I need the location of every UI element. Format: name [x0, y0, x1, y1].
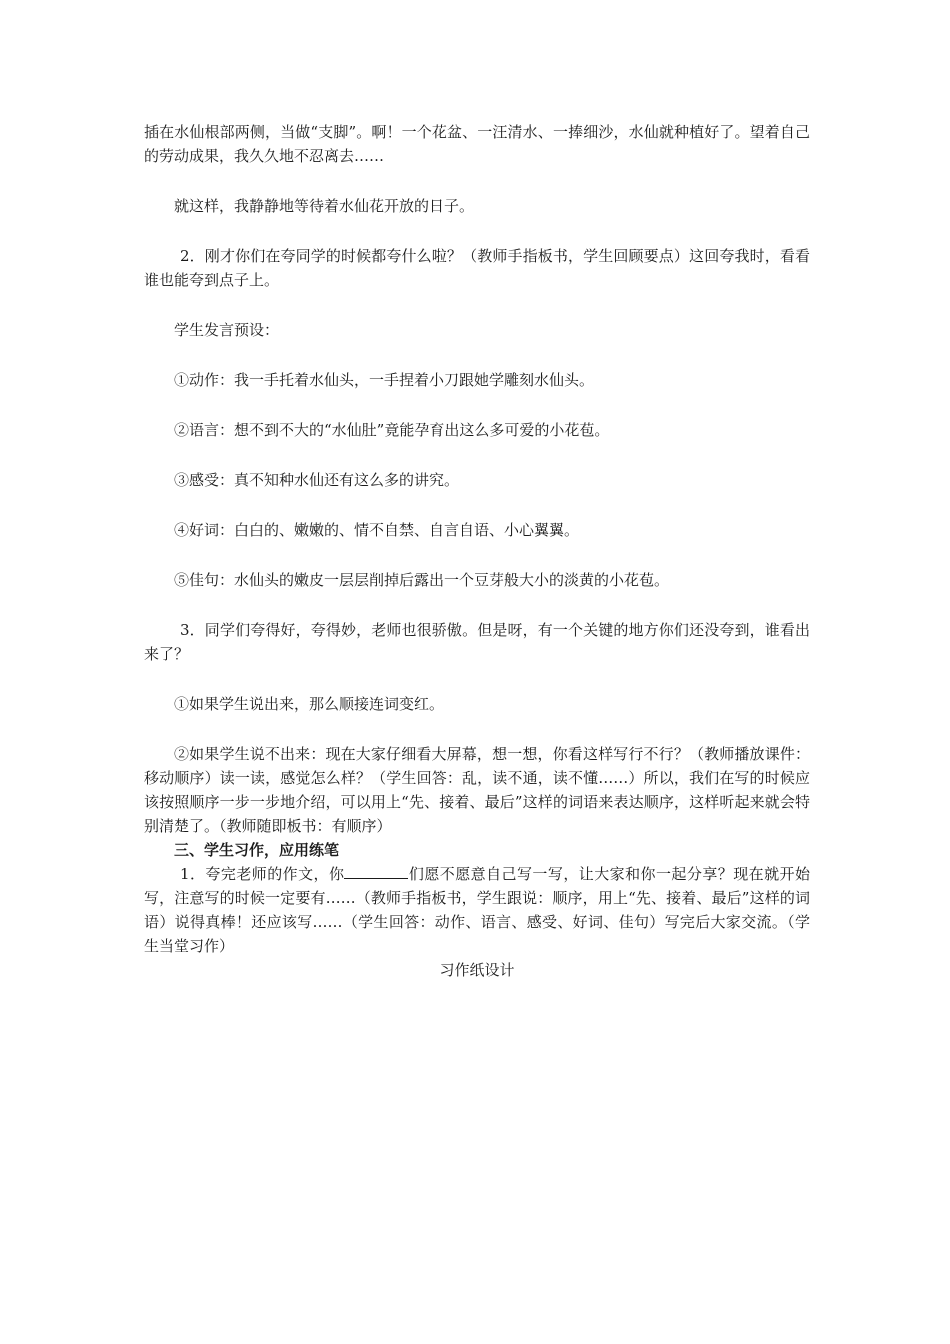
- document-page: [144, 120, 810, 982]
- list-item-language: ②语言：想不到不大的“水仙肚”竟能孕育出这么多可爱的小花苞。: [174, 421, 610, 439]
- paragraph-writing-step-1: [144, 862, 810, 958]
- writing-paper-title: 习作纸设计: [439, 961, 515, 979]
- list-item-feeling: ③感受：真不知种水仙还有这么多的讲究。: [174, 471, 460, 489]
- paragraph-waiting: 就这样，我静静地等待着水仙花开放的日子。: [174, 197, 475, 215]
- section-heading-writing: 三、学生习作，应用练笔: [174, 841, 340, 859]
- paragraph-step-3: 3．同学们夸得好，夸得妙，老师也很骄傲。但是呀，有一个关键的地方你们还没夸到，谁看出来了？: [144, 621, 810, 663]
- list-item-action: ①动作：我一手托着水仙头，一手捏着小刀跟她学雕刻水仙头。: [174, 371, 595, 389]
- paragraph-student-preset: 学生发言预设：: [174, 321, 280, 339]
- list-item-good-sentence: ⑤佳句：水仙头的嫩皮一层层削掉后露出一个豆芽般大小的淡黄的小花苞。: [174, 571, 670, 589]
- paragraph-planting-narcissus: 插在水仙根部两侧，当做“支脚”。啊！一个花盆、一汪清水、一捧细沙，水仙就种植好了。望着自己的劳动成果，我久久地不忍离去……: [144, 123, 810, 165]
- writing-step-text-after: 们愿不愿意自己写一写，让大家和你一起分享？现在就开始写，注意写的时候一定要有……（教师手指板书，学生跟说：顺序，用上“先、接着、最后”这样的词语）说得真棒！还应该写……（学生回答：动作、语言、感受、好词、佳句）写完后大家交流。（学生当堂习作）: [144, 865, 810, 955]
- writing-step-text-before: 1．夸完老师的作文，你: [180, 865, 345, 883]
- paragraph-step-2: 2．刚才你们在夸同学的时候都夸什么啦？（教师手指板书，学生回顾要点）这回夸我时，看看谁也能夸到点子上。: [144, 247, 810, 289]
- paragraph-case-2: ②如果学生说不出来：现在大家仔细看大屏幕，想一想，你看这样写行不行？（教师播放课件：移动顺序）读一读，感觉怎么样？（学生回答：乱，读不通，读不懂……）所以，我们在写的时候应该按照顺序一步一步地介绍，可以用上“先、接着、最后”这样的词语来表达顺序，这样听起来就会特别清楚了。（教师随即板书：有顺序）: [144, 745, 810, 835]
- fill-blank-line: [344, 864, 408, 879]
- list-item-good-words: ④好词：白白的、嫩嫩的、情不自禁、自言自语、小心翼翼。: [174, 521, 580, 539]
- paragraph-case-1: ①如果学生说出来，那么顺接连词变红。: [174, 695, 445, 713]
